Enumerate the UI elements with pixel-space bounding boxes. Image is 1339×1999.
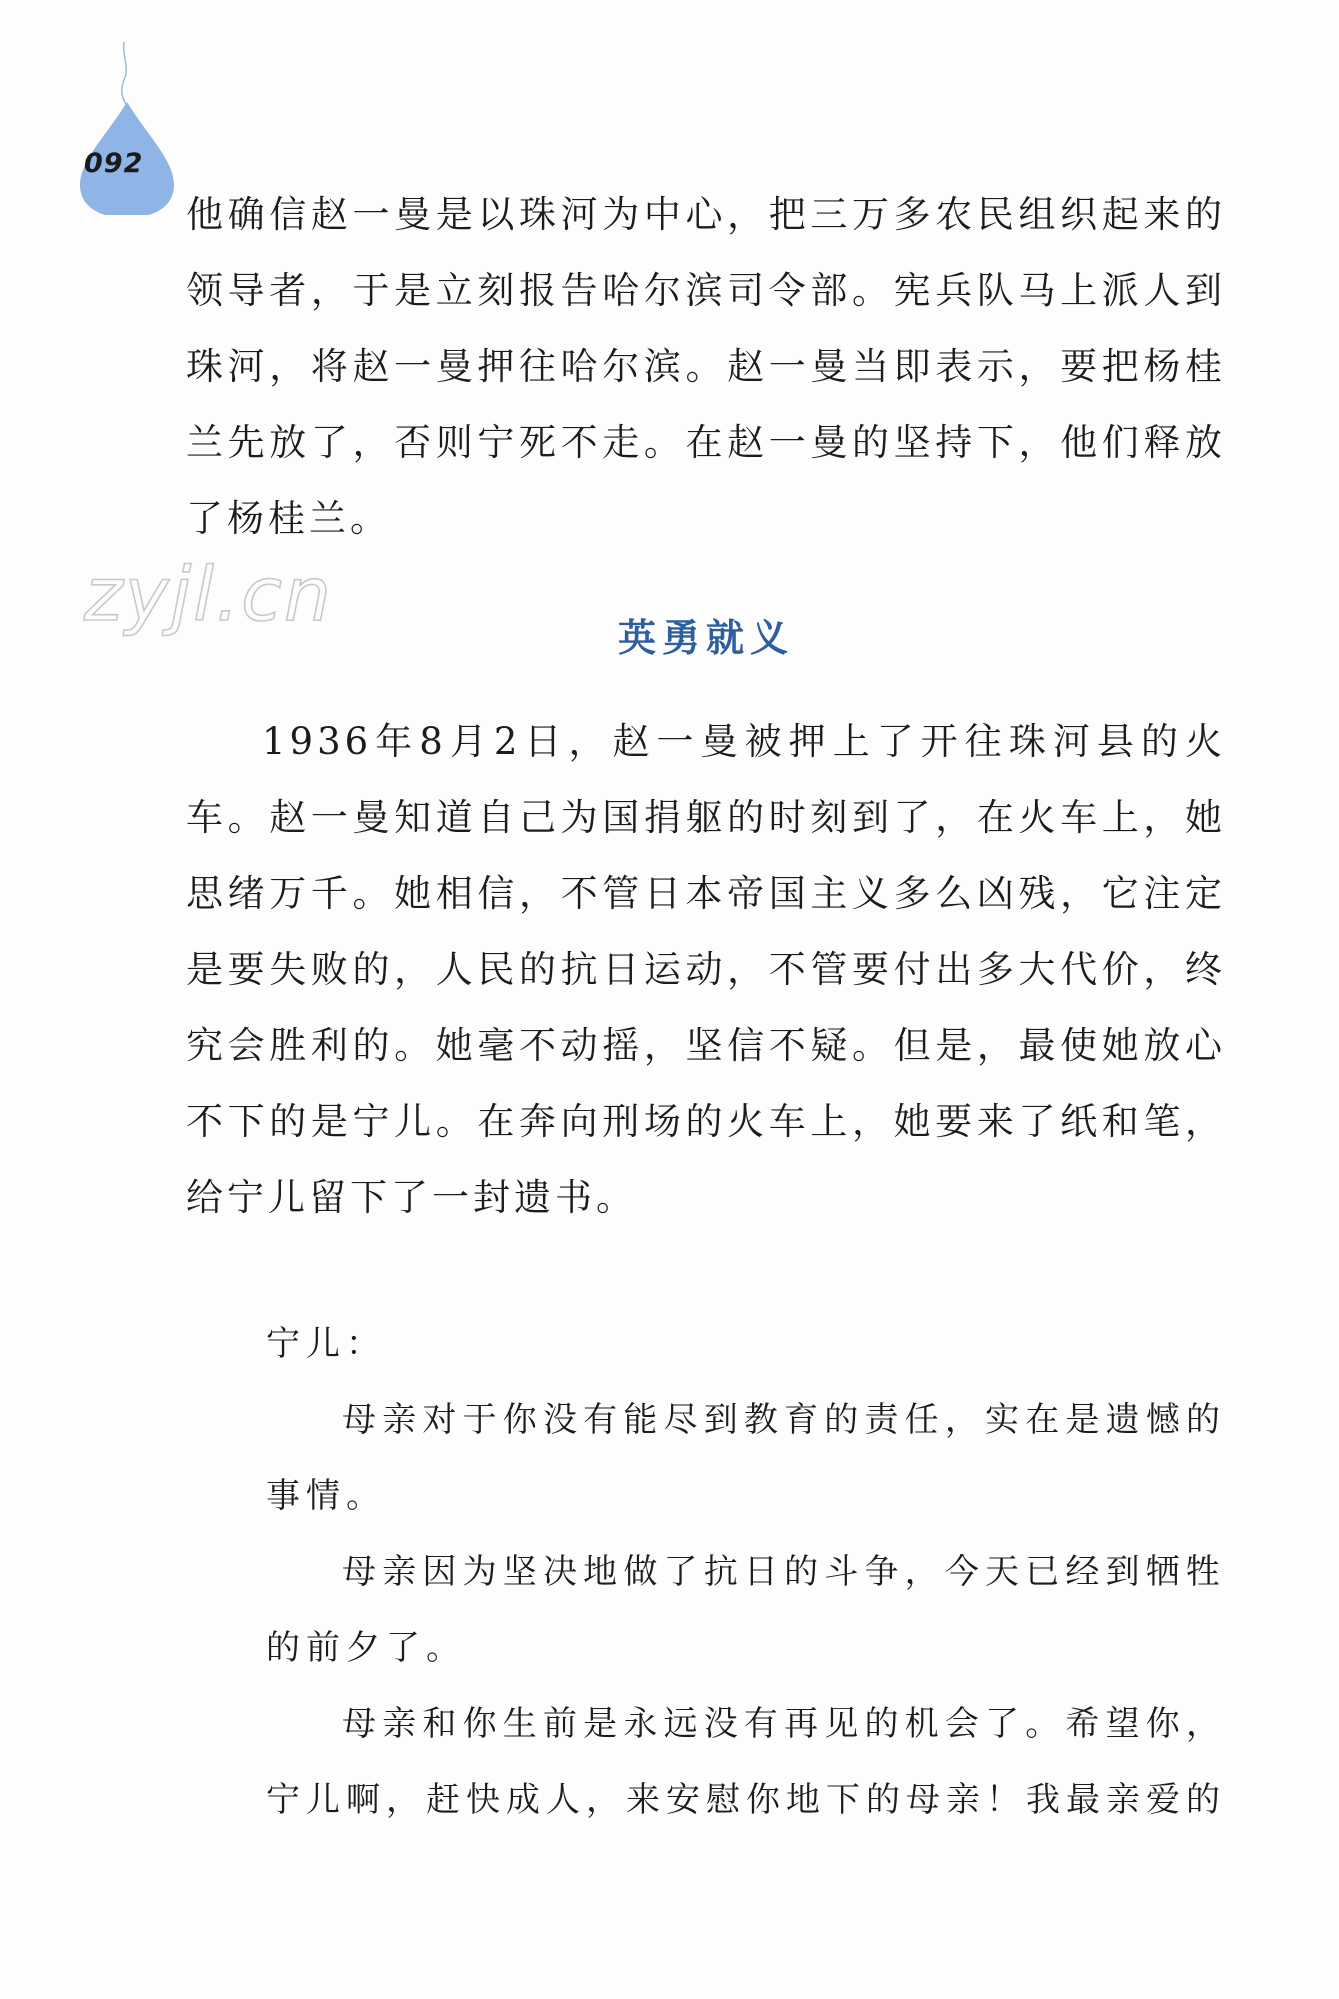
page-content bbox=[186, 177, 1226, 1838]
section-heading: 英勇就义 bbox=[617, 616, 794, 660]
body-paragraph: 1936年8月2日，赵一曼被押上了开往珠河县的火车。赵一曼知道自己为国捐躯的时刻到了，在火车上，她思绪万千。她相信，不管日本帝国主义多么凶残，它注定是要失败的，人民的抗日运动，不管要付出多大代价，终究会胜利的。她毫不动摇，坚信不疑。但是，最使她放心不下的是宁儿。在奔向刑场的火车上，她要来了纸和笔，给宁儿留下了一封遗书。 bbox=[186, 720, 1226, 1219]
body-paragraph: 他确信赵一曼是以珠河为中心，把三万多农民组织起来的领导者，于是立刻报告哈尔滨司令部。宪兵队马上派人到珠河，将赵一曼押往哈尔滨。赵一曼当即表示，要把杨桂兰先放了，否则宁死不走。在赵一曼的坚持下，他们释放了杨桂兰。 bbox=[186, 193, 1226, 540]
letter-salutation: 宁儿： bbox=[266, 1324, 386, 1364]
letter-paragraph: 母亲因为坚决地做了抗日的斗争，今天已经到牺牲的前夕了。 bbox=[266, 1552, 1226, 1668]
watermark: zyjl.cn bbox=[84, 552, 333, 638]
water-drop-icon bbox=[72, 40, 182, 215]
letter-block bbox=[266, 1306, 1226, 1838]
page-number: 092 bbox=[84, 148, 144, 179]
letter-paragraph: 母亲和你生前是永远没有再见的机会了。希望你，宁儿啊，赶快成人，来安慰你地下的母亲！我最亲爱的 bbox=[266, 1704, 1226, 1820]
letter-paragraph: 母亲对于你没有能尽到教育的责任，实在是遗憾的事情。 bbox=[266, 1400, 1226, 1516]
